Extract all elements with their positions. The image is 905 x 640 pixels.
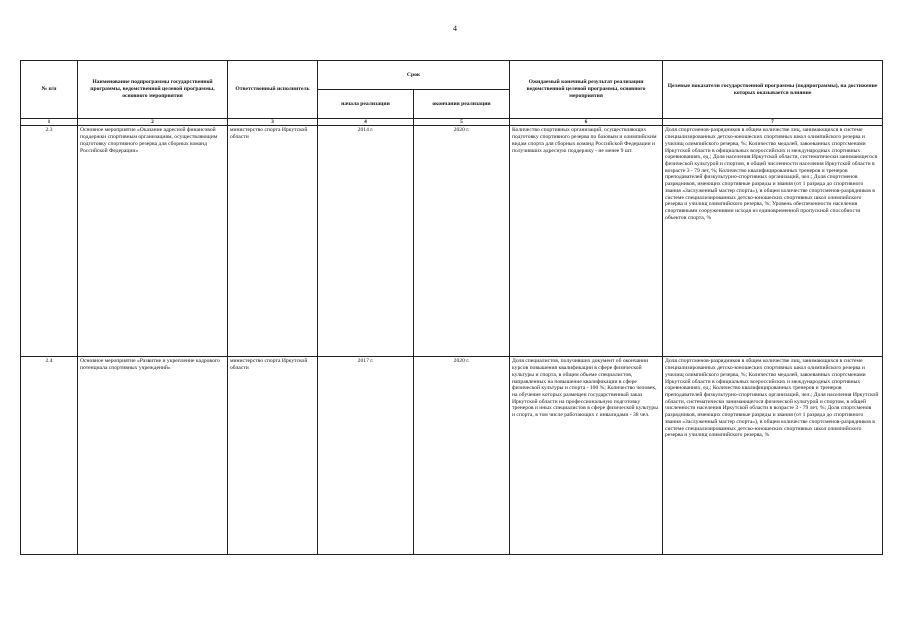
header-name: Наименование подпрограммы государственной программы, ведомственной целевой программы, основного мероприятия — [78, 61, 228, 119]
expected-result: Доля специалистов, получивших документ об окончании курсов повышения квалификации в сфере физической культуры и спорта, в общем объеме специалистов, направленных на повышение квалификации в сфере физической культуры и спорта - 100 %; Количество человек, на обучение которых размещен государственный заказ Иркутской области на профессиональную подготовку тренеров и иных специалистов в сфере физической культуры и спорта, в том числе работающих с инвалидами - 38 чел. — [510, 357, 663, 555]
target-indicators: Доля спортсменов-разрядников в общем количестве лиц, занимающихся в системе специализированных детско-юношеских спортивных школ олимпийского резерва и училищ олимпийского резерва, %; Количество медалей, завоеванных спортсменами Иркутской области в официальных всероссийских и международных спортивных соревнованиях, ед.; Количество квалифицированных тренеров и тренеров преподавателей физкультурно-спортивных организаций, чел.; Доля населения Иркутской области, систематически занимающегося физической культурой и спортом, в общей численности населения Иркутской области в возрасте 3 - 79 лет, %; Доля спортсменов разрядников, имеющих спортивные разряды и звания (от 1 разряда до спортивного звания «Заслуженный мастер спорта»), в общем количестве спортсменов-разрядников в системе специализированных детско-юношеских спортивных школ олимпийского резерва и училищ олимпийского резерва, % — [663, 357, 883, 555]
table-row — [21, 126, 883, 357]
header-num: № п/п — [21, 61, 78, 119]
column-number: 7 — [663, 119, 883, 126]
page-number: 4 — [453, 24, 457, 33]
column-number: 6 — [510, 119, 663, 126]
end-year: 2020 г. — [414, 357, 510, 555]
header-term-end: окончания реализации — [414, 90, 510, 119]
column-number: 4 — [318, 119, 414, 126]
header-term: Срок — [318, 61, 510, 90]
start-year: 2014 г. — [318, 126, 414, 357]
activity-name: Основное мероприятие «Оказание адресной финансовой поддержки спортивным организациям, осуществляющим подготовку спортивного резерва для сборных команд Российской Федерации» — [78, 126, 228, 357]
row-number: 2.4 — [21, 357, 78, 555]
header-term-start: начала реализации — [318, 90, 414, 119]
start-year: 2017 г. — [318, 357, 414, 555]
header-result: Ожидаемый конечный результат реализации ведомственной целевой программы, основного мероприятия — [510, 61, 663, 119]
header-executor: Ответственный исполнитель — [228, 61, 318, 119]
executor: министерство спорта Иркутской области — [228, 126, 318, 357]
executor: министерство спорта Иркутской области — [228, 357, 318, 555]
table-row — [21, 357, 883, 555]
program-table — [20, 60, 883, 555]
column-number: 3 — [228, 119, 318, 126]
end-year: 2020 г. — [414, 126, 510, 357]
column-number: 5 — [414, 119, 510, 126]
row-number: 2.3 — [21, 126, 78, 357]
column-number-row — [21, 119, 883, 126]
activity-name: Основное мероприятие «Развитие и укрепление кадрового потенциала спортивных учреждений» — [78, 357, 228, 555]
expected-result: Количество спортивных организаций, осуществляющих подготовку спортивного резерва по базовым и олимпийским видам спорта для сборных команд Российской Федерации и получивших адресную поддержку - не менее 9 шт. — [510, 126, 663, 357]
column-number: 2 — [78, 119, 228, 126]
target-indicators: Доля спортсменов-разрядников в общем количестве лиц, занимающихся в системе специализированных детско-юношеских спортивных школ олимпийского резерва и училищ олимпийского резерва, %; Количество медалей, завоеванных спортсменами Иркутской области в официальных всероссийских и международных спортивных соревнованиях, ед.; Доля населения Иркутской области, систематически занимающегося физической культурой и спортом, в общей численности населения Иркутской области в возрасте 3 - 79 лет, %; Количество квалифицированных тренеров и тренеров преподавателей физкультурно-спортивных организаций, чел.; Доля спортсменов разрядников, имеющих спортивные разряды и звания (от 1 разряда до спортивного звания «Заслуженный мастер спорта»), в общем количестве спортсменов-разрядников в системе специализированных детско-юношеских спортивных школ олимпийского резерва и училищ олимпийского резерва, %; Уровень обеспеченности населения спортивными сооружениями исходя из единовременной пропускной способности объектов спорта, % — [663, 126, 883, 357]
header-indicators: Целевые показатели государственной программы (подпрограммы), на достижение которых оказывается влияние — [663, 61, 883, 119]
column-number: 1 — [21, 119, 78, 126]
